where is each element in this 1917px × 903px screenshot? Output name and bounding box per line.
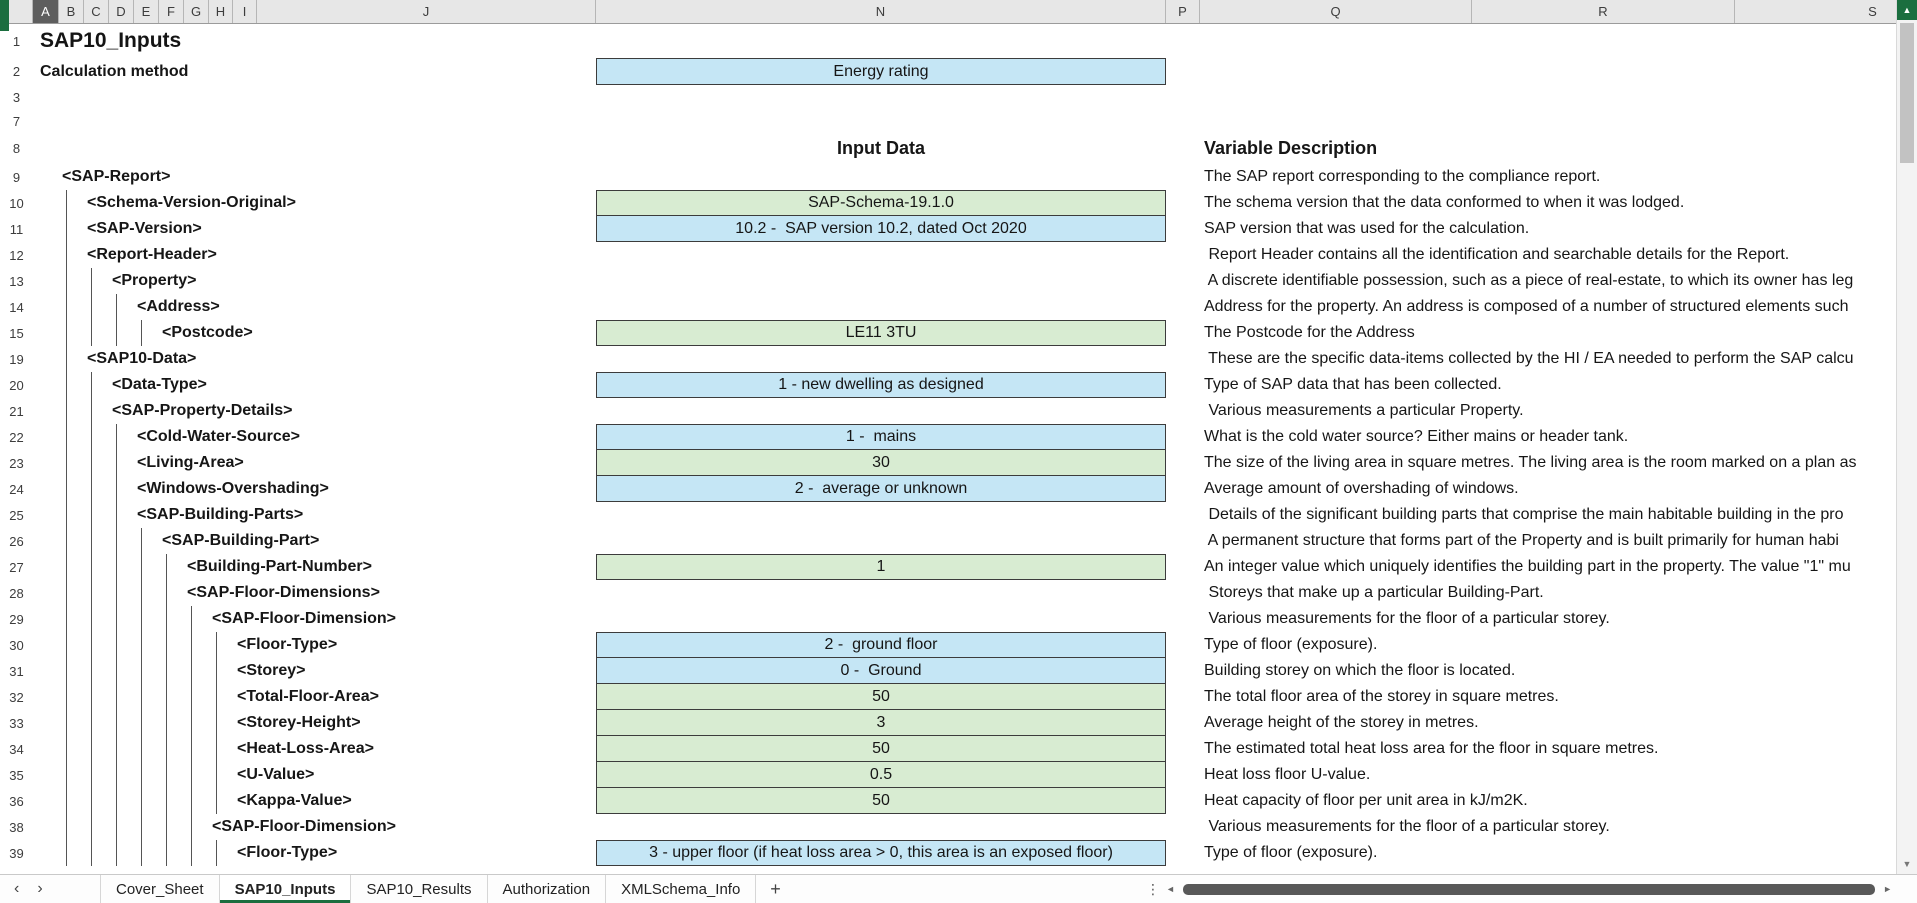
row-15 (0, 320, 1896, 346)
row-19 (0, 346, 1896, 372)
input-cell[interactable]: 2 - average or unknown (596, 476, 1166, 502)
description-cell[interactable]: Type of SAP data that has been collected. (1204, 376, 1502, 393)
scroll-left-icon[interactable]: ◄ (1166, 884, 1175, 894)
description-cell[interactable]: Building storey on which the floor is located. (1204, 662, 1516, 679)
tree-guide (166, 814, 167, 840)
row-number-39[interactable]: 39 (9, 845, 24, 861)
vertical-scrollbar[interactable] (1896, 0, 1917, 874)
description-cell[interactable]: An integer value which uniquely identifies the building part in the property. The value "1" mu (1204, 558, 1851, 575)
xml-tag-cell[interactable]: <Property> (112, 272, 197, 289)
tree-guide (141, 554, 142, 580)
xml-tag-cell[interactable]: <SAP-Floor-Dimension> (212, 610, 397, 627)
row-number-38[interactable]: 38 (9, 819, 24, 835)
tree-guide (116, 554, 117, 580)
row-38 (0, 814, 1896, 840)
row-number-7[interactable]: 7 (12, 113, 21, 129)
tree-guide (66, 346, 67, 372)
column-header-F[interactable]: F (159, 0, 184, 23)
tree-guide (216, 762, 217, 788)
tree-guide (66, 450, 67, 476)
description-cell[interactable]: The schema version that the data conformed to when it was lodged. (1204, 194, 1685, 211)
sheet-tabs (100, 875, 795, 903)
input-cell[interactable]: LE11 3TU (596, 320, 1166, 346)
input-cell[interactable]: 30 (596, 450, 1166, 476)
row-number-23[interactable]: 23 (9, 455, 24, 471)
input-cell[interactable]: 0.5 (596, 762, 1166, 788)
row-10 (0, 190, 1896, 216)
row-39 (0, 840, 1896, 866)
horizontal-scrollbar[interactable] (1166, 875, 1892, 903)
tree-guide (191, 606, 192, 632)
column-header-R[interactable]: R (1472, 0, 1735, 23)
row-number-25[interactable]: 25 (9, 507, 24, 523)
xml-tag-cell[interactable]: <SAP-Report> (62, 168, 171, 185)
row-2 (0, 58, 1896, 85)
row-number-12[interactable]: 12 (9, 247, 24, 263)
tree-guide (216, 710, 217, 736)
column-header-H[interactable]: H (209, 0, 233, 23)
row-number-20[interactable]: 20 (9, 377, 24, 393)
tree-guide (216, 684, 217, 710)
tree-guide (166, 762, 167, 788)
tree-guide (166, 554, 167, 580)
tree-guide (116, 710, 117, 736)
row-22 (0, 424, 1896, 450)
row-27 (0, 554, 1896, 580)
row-number-19[interactable]: 19 (9, 351, 24, 367)
tree-guide (141, 658, 142, 684)
tree-guide (116, 580, 117, 606)
tree-guide (91, 320, 92, 346)
input-cell[interactable]: 50 (596, 736, 1166, 762)
description-cell[interactable]: Various measurements for the floor of a particular storey. (1204, 610, 1610, 627)
row-21 (0, 398, 1896, 424)
tree-guide (91, 814, 92, 840)
tree-guide (91, 710, 92, 736)
tree-guide (116, 476, 117, 502)
sheet-title-cell[interactable]: SAP10_Inputs (40, 29, 182, 52)
row-20 (0, 372, 1896, 398)
description-cell[interactable]: Details of the significant building parts that comprise the main habitable building in the pro (1204, 506, 1844, 523)
column-header-A[interactable]: A (33, 0, 59, 23)
row-11 (0, 216, 1896, 242)
tree-guide (166, 710, 167, 736)
tree-guide (116, 606, 117, 632)
xml-tag-cell[interactable]: <Heat-Loss-Area> (237, 740, 374, 757)
grid-rows (0, 24, 1896, 874)
column-header-P[interactable]: P (1166, 0, 1200, 23)
xml-tag-cell[interactable]: <Windows-Overshading> (137, 480, 329, 497)
row-34 (0, 736, 1896, 762)
row-number-35[interactable]: 35 (9, 767, 24, 783)
tree-guide (91, 658, 92, 684)
tree-guide (141, 736, 142, 762)
row-number-33[interactable]: 33 (9, 715, 24, 731)
tree-guide (91, 398, 92, 424)
tree-guide (91, 424, 92, 450)
row-number-11[interactable]: 11 (9, 221, 24, 237)
vertical-scroll-thumb[interactable] (1900, 23, 1914, 163)
column-header-E[interactable]: E (134, 0, 159, 23)
tree-guide (66, 424, 67, 450)
xml-tag-cell[interactable]: <Living-Area> (137, 454, 244, 471)
row-23 (0, 450, 1896, 476)
tree-guide (141, 632, 142, 658)
tree-guide (66, 268, 67, 294)
tree-guide (66, 658, 67, 684)
row-8 (0, 133, 1896, 164)
description-cell[interactable]: SAP version that was used for the calculation. (1204, 220, 1530, 237)
input-cell[interactable]: 1 (596, 554, 1166, 580)
description-cell[interactable]: What is the cold water source? Either mains or header tank. (1204, 428, 1629, 445)
description-cell[interactable]: The Postcode for the Address (1204, 324, 1415, 341)
tree-guide (116, 840, 117, 866)
xml-tag-cell[interactable]: <Cold-Water-Source> (137, 428, 300, 445)
tree-guide (116, 320, 117, 346)
xml-tag-cell[interactable]: <SAP-Building-Parts> (137, 506, 304, 523)
description-cell[interactable]: Heat capacity of floor per unit area in kJ/m2K. (1204, 792, 1528, 809)
tree-guide (66, 294, 67, 320)
row-12 (0, 242, 1896, 268)
column-header-B[interactable]: B (59, 0, 84, 23)
column-header-Q[interactable]: Q (1200, 0, 1472, 23)
window-accent (0, 0, 9, 31)
input-cell[interactable]: 3 - upper floor (if heat loss area > 0, this area is an exposed floor) (596, 840, 1166, 866)
row-7 (0, 109, 1896, 133)
description-cell[interactable]: The size of the living area in square metres. The living area is the room marked on a plan as (1204, 454, 1857, 471)
xml-tag-cell[interactable]: <SAP-Version> (87, 220, 202, 237)
tree-guide (141, 788, 142, 814)
tree-guide (116, 528, 117, 554)
row-number-32[interactable]: 32 (9, 689, 24, 705)
sheet-tab-Cover_Sheet[interactable]: Cover_Sheet (100, 875, 220, 903)
tree-guide (191, 840, 192, 866)
add-sheet-button[interactable]: + (770, 878, 781, 899)
description-cell[interactable]: Storeys that make up a particular Building-Part. (1204, 584, 1544, 601)
tree-guide (166, 788, 167, 814)
description-cell[interactable]: The SAP report corresponding to the compliance report. (1204, 168, 1601, 185)
input-cell[interactable]: 50 (596, 788, 1166, 814)
column-header-G[interactable]: G (184, 0, 209, 23)
row-14 (0, 294, 1896, 320)
tree-guide (216, 736, 217, 762)
row-number-24[interactable]: 24 (9, 481, 24, 497)
tree-guide (141, 606, 142, 632)
row-number-29[interactable]: 29 (9, 611, 24, 627)
tree-guide (166, 580, 167, 606)
column-header-I[interactable]: I (233, 0, 257, 23)
column-header-strip (0, 0, 1896, 24)
input-cell[interactable]: 10.2 - SAP version 10.2, dated Oct 2020 (596, 216, 1166, 242)
tree-guide (91, 788, 92, 814)
tab-scroll-right-icon[interactable]: › (37, 880, 43, 897)
tree-guide (66, 580, 67, 606)
row-number-27[interactable]: 27 (9, 559, 24, 575)
sheet-tab-list (100, 875, 756, 903)
description-cell[interactable]: Average amount of overshading of windows. (1204, 480, 1519, 497)
variable-description-header: Variable Description (1204, 138, 1378, 158)
column-header-S[interactable]: S (1735, 0, 1896, 23)
tree-guide (191, 684, 192, 710)
tree-guide (166, 736, 167, 762)
xml-tag-cell[interactable]: <SAP-Property-Details> (112, 402, 293, 419)
xml-tag-cell[interactable]: <Schema-Version-Original> (87, 194, 296, 211)
xml-tag-cell[interactable]: <Data-Type> (112, 376, 207, 393)
tree-guide (66, 476, 67, 502)
tree-guide (141, 580, 142, 606)
tree-guide (116, 294, 117, 320)
tree-guide (166, 606, 167, 632)
tree-guide (91, 450, 92, 476)
row-35 (0, 762, 1896, 788)
description-cell[interactable]: Report Header contains all the identification and searchable details for the Report. (1204, 246, 1790, 263)
row-32 (0, 684, 1896, 710)
tree-guide (66, 398, 67, 424)
input-cell[interactable]: 50 (596, 684, 1166, 710)
xml-tag-cell[interactable]: <Storey-Height> (237, 714, 361, 731)
xml-tag-cell[interactable]: <Total-Floor-Area> (237, 688, 379, 705)
tree-guide (141, 684, 142, 710)
xml-tag-cell[interactable]: <Address> (137, 298, 220, 315)
row-number-14[interactable]: 14 (9, 299, 24, 315)
tree-guide (166, 684, 167, 710)
xml-tag-cell[interactable]: <Kappa-Value> (237, 792, 352, 809)
tree-guide (66, 814, 67, 840)
tree-guide (191, 788, 192, 814)
tree-guide (141, 528, 142, 554)
xml-tag-cell[interactable]: <Floor-Type> (237, 636, 338, 653)
input-cell[interactable]: 1 - new dwelling as designed (596, 372, 1166, 398)
tree-guide (141, 710, 142, 736)
tree-guide (91, 476, 92, 502)
tree-guide (66, 320, 67, 346)
tree-guide (116, 424, 117, 450)
row-number-22[interactable]: 22 (9, 429, 24, 445)
row-25 (0, 502, 1896, 528)
row-number-1[interactable]: 1 (12, 33, 21, 49)
kebab-icon[interactable]: ⋮ (1146, 880, 1161, 897)
row-number-2[interactable]: 2 (12, 64, 21, 79)
description-cell[interactable]: Heat loss floor U-value. (1204, 766, 1371, 783)
tree-guide (91, 502, 92, 528)
tree-guide (91, 268, 92, 294)
tree-guide (216, 788, 217, 814)
tree-guide (216, 658, 217, 684)
row-36 (0, 788, 1896, 814)
tree-guide (91, 762, 92, 788)
row-13 (0, 268, 1896, 294)
input-cell[interactable]: Energy rating (596, 58, 1166, 85)
xml-tag-cell[interactable]: <U-Value> (237, 766, 315, 783)
description-cell[interactable]: Address for the property. An address is composed of a number of structured elements such (1204, 298, 1849, 315)
tree-guide (91, 840, 92, 866)
row-24 (0, 476, 1896, 502)
xml-tag-cell[interactable]: <SAP-Floor-Dimensions> (187, 584, 380, 601)
tree-guide (191, 632, 192, 658)
xml-tag-cell[interactable]: <Building-Part-Number> (187, 558, 372, 575)
tree-guide (116, 684, 117, 710)
tree-guide (191, 762, 192, 788)
tree-guide (66, 216, 67, 242)
tree-guide (216, 632, 217, 658)
tree-guide (66, 190, 67, 216)
sheet-tab-bar (0, 874, 1917, 903)
tree-guide (91, 528, 92, 554)
description-cell[interactable]: Type of floor (exposure). (1204, 636, 1378, 653)
scroll-up-icon[interactable]: ▲ (1897, 0, 1917, 20)
tree-guide (91, 294, 92, 320)
row-number-36[interactable]: 36 (9, 793, 24, 809)
tree-guide (91, 606, 92, 632)
tree-guide (141, 320, 142, 346)
tree-guide (66, 502, 67, 528)
tree-guide (141, 762, 142, 788)
row-26 (0, 528, 1896, 554)
tree-guide (66, 528, 67, 554)
row-31 (0, 658, 1896, 684)
tree-guide (66, 736, 67, 762)
sheet-tab-XMLSchema_Info[interactable]: XMLSchema_Info (606, 875, 756, 903)
tree-guide (116, 788, 117, 814)
column-header-J[interactable]: J (257, 0, 596, 23)
input-cell[interactable]: 3 (596, 710, 1166, 736)
input-cell[interactable]: SAP-Schema-19.1.0 (596, 190, 1166, 216)
row-number-31[interactable]: 31 (9, 663, 24, 679)
tree-guide (191, 658, 192, 684)
row-number-10[interactable]: 10 (9, 195, 24, 211)
description-cell[interactable]: The estimated total heat loss area for the floor in square metres. (1204, 740, 1659, 757)
tree-guide (116, 632, 117, 658)
row-number-15[interactable]: 15 (9, 325, 24, 341)
tree-guide (116, 502, 117, 528)
tree-guide (66, 840, 67, 866)
xml-tag-cell[interactable]: <Floor-Type> (237, 844, 338, 861)
tree-guide (66, 762, 67, 788)
column-header-D[interactable]: D (109, 0, 134, 23)
sheet-tab-SAP10_Inputs[interactable]: SAP10_Inputs (220, 875, 352, 903)
row-9 (0, 164, 1896, 190)
tree-guide (91, 632, 92, 658)
tree-guide (116, 762, 117, 788)
row-number-21[interactable]: 21 (9, 403, 24, 419)
tree-guide (216, 840, 217, 866)
row-28 (0, 580, 1896, 606)
input-cell[interactable]: 2 - ground floor (596, 632, 1166, 658)
row-number-3[interactable]: 3 (12, 89, 21, 105)
tree-guide (191, 814, 192, 840)
row-number-13[interactable]: 13 (9, 273, 24, 289)
row-30 (0, 632, 1896, 658)
description-cell[interactable]: A discrete identifiable possession, such as a piece of real-estate, to which its owner has leg (1204, 272, 1854, 289)
input-cell[interactable]: 1 - mains (596, 424, 1166, 450)
scroll-right-icon[interactable]: ► (1883, 884, 1892, 894)
row-number-26[interactable]: 26 (9, 533, 24, 549)
row-number-8[interactable]: 8 (12, 141, 21, 156)
input-data-header: Input Data (837, 138, 925, 158)
tree-guide (191, 736, 192, 762)
xml-tag-cell[interactable]: <Report-Header> (87, 246, 217, 263)
tree-guide (91, 684, 92, 710)
tree-guide (91, 736, 92, 762)
tree-guide (91, 580, 92, 606)
horizontal-scroll-thumb[interactable] (1183, 884, 1875, 895)
tab-scroll-left-icon[interactable]: ‹ (14, 880, 20, 897)
tree-guide (141, 814, 142, 840)
xml-tag-cell[interactable]: <Storey> (237, 662, 306, 679)
tab-navigation (0, 875, 100, 903)
tree-guide (166, 840, 167, 866)
calc-method-label[interactable]: Calculation method (40, 62, 189, 80)
description-cell[interactable]: The total floor area of the storey in square metres. (1204, 688, 1559, 705)
input-cell[interactable]: 0 - Ground (596, 658, 1166, 684)
tree-guide (166, 632, 167, 658)
tree-guide (66, 606, 67, 632)
tree-guide (116, 450, 117, 476)
description-cell[interactable]: A permanent structure that forms part of the Property and is built primarily for human habi (1204, 532, 1839, 549)
xml-tag-cell[interactable]: <SAP-Building-Part> (162, 532, 320, 549)
description-cell[interactable]: Type of floor (exposure). (1204, 844, 1378, 861)
xml-tag-cell[interactable]: <SAP-Floor-Dimension> (212, 818, 397, 835)
scroll-down-icon[interactable]: ▼ (1902, 859, 1912, 869)
tree-guide (116, 736, 117, 762)
tree-guide (141, 840, 142, 866)
description-cell[interactable]: Average height of the storey in metres. (1204, 714, 1479, 731)
description-cell[interactable]: Various measurements for the floor of a particular storey. (1204, 818, 1610, 835)
tree-guide (66, 710, 67, 736)
xml-tag-cell[interactable]: <Postcode> (162, 324, 253, 341)
tree-guide (66, 788, 67, 814)
sheet-tab-Authorization[interactable]: Authorization (488, 875, 607, 903)
column-header-N[interactable]: N (596, 0, 1166, 23)
tree-guide (166, 658, 167, 684)
tree-guide (191, 710, 192, 736)
description-cell[interactable]: Various measurements a particular Property. (1204, 402, 1524, 419)
tree-guide (91, 554, 92, 580)
column-header-C[interactable]: C (84, 0, 109, 23)
row-29 (0, 606, 1896, 632)
tree-guide (66, 684, 67, 710)
tree-guide (116, 814, 117, 840)
row-3 (0, 85, 1896, 109)
row-33 (0, 710, 1896, 736)
row-number-28[interactable]: 28 (9, 585, 24, 601)
row-number-30[interactable]: 30 (9, 637, 24, 653)
tree-guide (66, 242, 67, 268)
tree-guide (66, 632, 67, 658)
row-1 (0, 24, 1896, 58)
row-number-34[interactable]: 34 (9, 741, 24, 757)
sheet-tab-SAP10_Results[interactable]: SAP10_Results (351, 875, 487, 903)
description-cell[interactable]: These are the specific data-items collected by the HI / EA needed to perform the SAP calcu (1204, 350, 1854, 367)
tree-guide (66, 554, 67, 580)
tree-guide (66, 372, 67, 398)
tree-guide (91, 372, 92, 398)
row-number-9[interactable]: 9 (12, 169, 21, 185)
xml-tag-cell[interactable]: <SAP10-Data> (87, 350, 197, 367)
tree-guide (116, 658, 117, 684)
